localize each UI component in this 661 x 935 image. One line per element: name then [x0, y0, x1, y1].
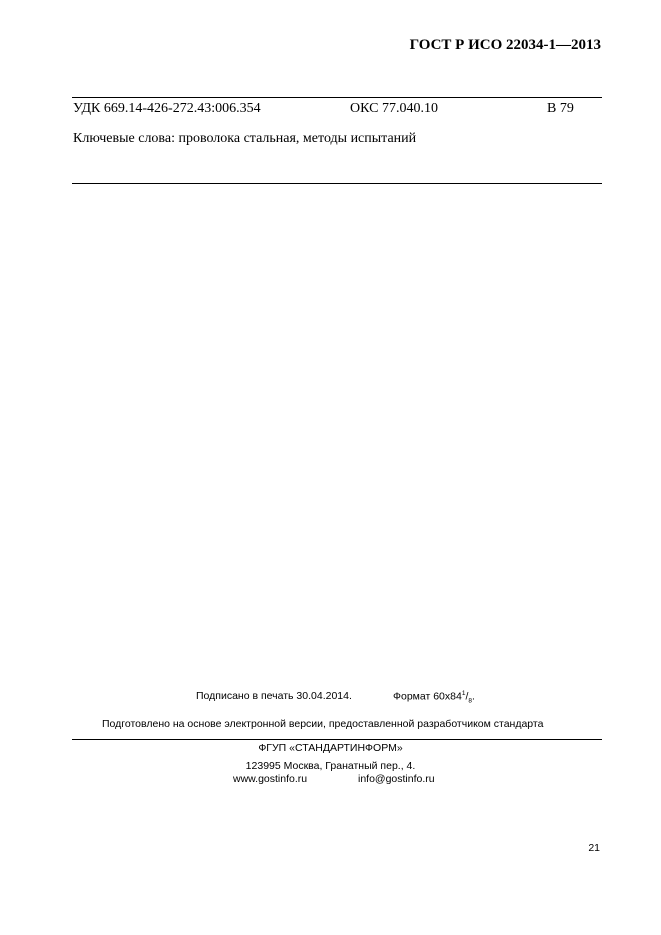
- paper-format: Формат $60x84^1/_8$.: [393, 690, 475, 705]
- oks-code: ОКС 77.040.10: [350, 101, 438, 116]
- publisher-address: 123995 Москва, Гранатный пер., 4.: [245, 760, 416, 772]
- format-suffix: .: [472, 690, 475, 703]
- udk-code: УДК 669.14-426-272.43:006.354: [73, 101, 261, 116]
- middle-divider: [72, 183, 602, 184]
- bottom-divider: [72, 739, 602, 740]
- publisher-email: info@gostinfo.ru: [358, 773, 435, 785]
- top-divider: [72, 97, 602, 98]
- group-code: В 79: [547, 101, 574, 116]
- prepared-note: Подготовлено на основе электронной версии, предоставленной разработчиком стандарта: [102, 718, 544, 730]
- signed-date: Подписано в печать 30.04.2014.: [196, 690, 352, 702]
- publisher-name: ФГУП «СТАНДАРТИНФОРМ»: [258, 742, 403, 754]
- format-denominator: 8: [468, 697, 472, 705]
- page-number: 21: [588, 842, 600, 854]
- document-code: ГОСТ Р ИСО 22034-1—2013: [409, 37, 601, 53]
- keywords-line: Ключевые слова: проволока стальная, методы испытаний: [73, 131, 417, 146]
- format-numerator: 1: [461, 690, 466, 697]
- publisher-website: www.gostinfo.ru: [233, 773, 308, 785]
- format-prefix: Формат 60x84: [393, 690, 462, 703]
